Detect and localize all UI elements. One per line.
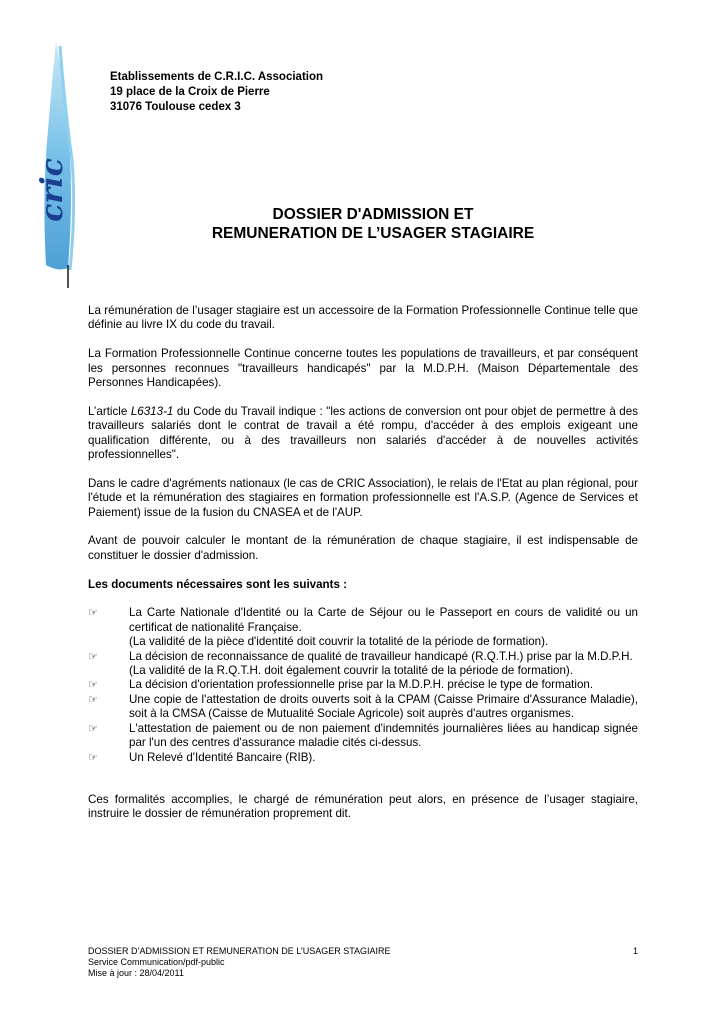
list-item-text: Un Relevé d'Identité Bancaire (RIB). bbox=[129, 750, 316, 764]
footer-title: DOSSIER D’ADMISSION ET REMUNERATION DE L’USAGER STAGIAIRE bbox=[88, 946, 391, 956]
document-body bbox=[88, 304, 638, 836]
hand-pointer-icon: ☞ bbox=[88, 679, 98, 692]
address-line-2: 19 place de la Croix de Pierre bbox=[110, 86, 270, 98]
paragraph-conclusion: Ces formalités accomplies, le chargé de rémunération peut alors, en présence de l’usager stagiaire, instruire le dossier de rémunération proprement dit. bbox=[88, 792, 638, 821]
paragraph-intro: La rémunération de l’usager stagiaire est un accessoire de la Formation Professionnelle Continue telle que définie au livre IX du code du travail. bbox=[88, 304, 638, 332]
list-item bbox=[88, 650, 638, 679]
title-line-2: REMUNERATION DE L’USAGER STAGIAIRE bbox=[211, 225, 535, 242]
hand-pointer-icon: ☞ bbox=[88, 650, 98, 663]
paragraph-article bbox=[88, 405, 638, 463]
hand-pointer-icon: ☞ bbox=[88, 722, 98, 735]
list-item-text: La décision d'orientation professionnelle prise par la M.D.P.H. précise le type de formation. bbox=[129, 678, 594, 692]
address-line-3: 31076 Toulouse cedex 3 bbox=[110, 101, 241, 113]
article-text: du Code du Travail indique : "les actions de conversion ont pour objet de permettre à des travailleurs salariés dont le contrat de travail a été rompu, d'accéder à des emplois exigeant une qualification différente, ou à des travailleurs non salariés d'accéder à de nouvelles activités professionnelles". bbox=[88, 404, 639, 462]
logo-text: cric bbox=[38, 158, 70, 222]
page-number: 1 bbox=[632, 946, 638, 956]
list-item-note: (La validité de la pièce d'identité doit couvrir la totalité de la période de formation). bbox=[129, 635, 549, 649]
paragraph-admission: Avant de pouvoir calculer le montant de la rémunération de chaque stagiaire, il est indispensable de constituer le dossier d'admission. bbox=[88, 534, 638, 562]
cric-logo bbox=[38, 40, 88, 290]
paragraph-asp: Dans le cadre d'agréments nationaux (le cas de CRIC Association), le relais de l'Etat au plan régional, pour l'étude et la rémunération des stagiaires en formation professionnelle est l'A.S.P. (Agence de Services et Paiement) issue de la fusion du CNASEA et de l'AUP. bbox=[88, 476, 638, 519]
documents-heading: Les documents nécessaires sont les suivants : bbox=[88, 577, 348, 591]
list-item-text: L'attestation de paiement ou de non paiement d'indemnités journalières liées au handicap signée par l'un des centres d'assurance maladie cités ci-dessus. bbox=[129, 721, 638, 750]
list-item-text: Une copie de l'attestation de droits ouverts soit à la CPAM (Caisse Primaire d'Assurance Maladie), soit à la CMSA (Caisse de Mutualité Sociale Agricole) soit auprès d'autres organismes. bbox=[129, 692, 638, 721]
hand-pointer-icon: ☞ bbox=[88, 751, 98, 764]
list-item bbox=[88, 606, 638, 649]
sender-address bbox=[110, 70, 323, 115]
list-item bbox=[88, 678, 638, 692]
page-footer bbox=[88, 946, 638, 979]
paragraph-formation: La Formation Professionnelle Continue concerne toutes les populations de travailleurs, et par conséquent les personnes reconnues "travailleurs handicapés" par la M.D.P.H. (Maison Départementale des Personnes Handicapées). bbox=[88, 347, 638, 390]
address-line-1: Etablissements de C.R.I.C. Association bbox=[110, 71, 324, 83]
hand-pointer-icon: ☞ bbox=[88, 693, 98, 706]
list-item-text: La Carte Nationale d'Identité ou la Carte de Séjour ou le Passeport en cours de validité ou un certificat de nationalité Française. bbox=[129, 606, 638, 634]
title-line-1: DOSSIER D'ADMISSION ET bbox=[272, 206, 474, 223]
list-item-note: (La validité de la R.Q.T.H. doit également couvrir la totalité de la période de formation). bbox=[129, 664, 574, 678]
article-prefix: L’article bbox=[88, 404, 131, 418]
list-item bbox=[88, 722, 638, 751]
list-item-text: La décision de reconnaissance de qualité de travailleur handicapé (R.Q.T.H.) prise par la M.D.P.H. bbox=[129, 649, 633, 663]
list-item bbox=[88, 693, 638, 722]
article-reference: L6313-1 bbox=[130, 404, 174, 418]
hand-pointer-icon: ☞ bbox=[88, 607, 98, 620]
footer-updated: Mise à jour : 28/04/2011 bbox=[88, 968, 184, 978]
document-title bbox=[88, 205, 658, 243]
footer-service: Service Communication/pdf-public bbox=[88, 957, 225, 967]
documents-list bbox=[88, 606, 638, 764]
list-item bbox=[88, 751, 638, 765]
